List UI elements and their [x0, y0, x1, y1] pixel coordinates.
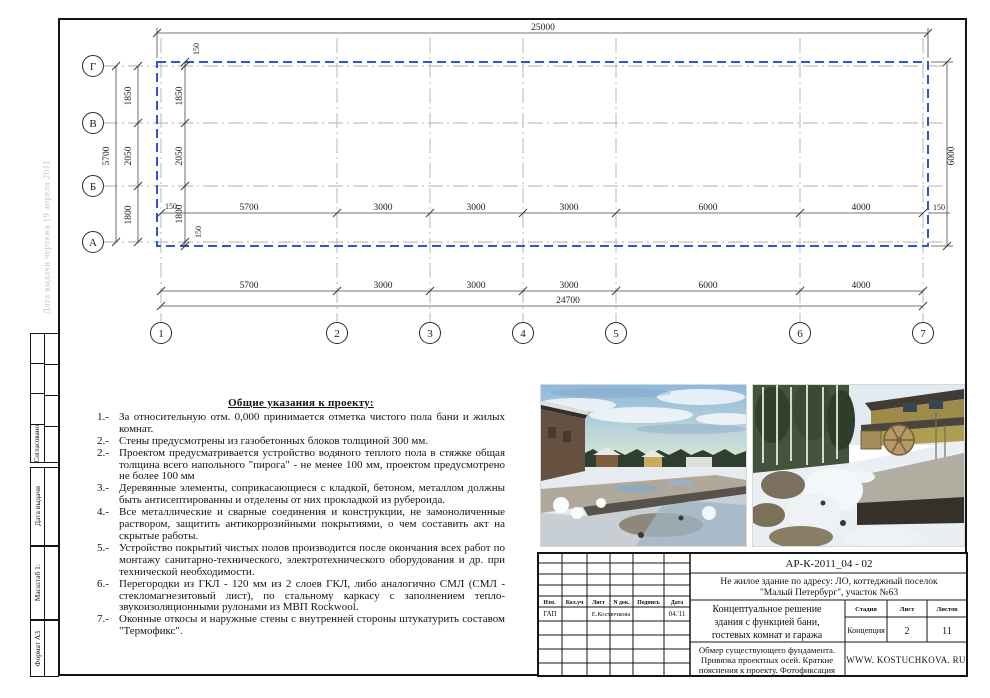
note-text: Устройство покрытий чистых полов производится после окончания всех работ по монтажу санитарно-технического, электротехнического оборудования и др. при технической необходимости. — [119, 541, 505, 578]
note-text: Деревянные элементы, соприкасающиеся с кладкой, бетоном, металлом должны быть антисептированны и отделены от них прокладкой из рубероида. — [119, 482, 505, 507]
note-number: 2.- — [97, 434, 109, 447]
stamp-cell — [45, 468, 58, 545]
stamp-cell — [45, 427, 58, 462]
notes-title: Общие указания к проекту: — [228, 397, 374, 409]
general-notes — [97, 398, 505, 638]
dim-col-span: 3000 — [559, 203, 579, 213]
project-title-line: здания с функцией бани, — [714, 617, 820, 628]
project-title-line: Концептуальное решение — [712, 604, 822, 615]
note-item — [97, 412, 505, 436]
rev-col-header: N док. — [613, 600, 630, 606]
rev-name: Е.Костючкова — [591, 611, 631, 618]
col-axis-label: 6 — [797, 328, 803, 340]
dim-row-span: 1800 — [124, 205, 134, 225]
dim-offset-150: 150 — [194, 226, 203, 238]
stage-value: Концепция — [847, 626, 885, 635]
dim-col-span: 4000 — [851, 203, 871, 213]
dim-row-span: 1850 — [124, 86, 134, 106]
note-item — [97, 483, 505, 507]
sheets-total-value: 11 — [942, 626, 952, 637]
stamp-issue-date-label: Дата выдачи — [32, 486, 42, 527]
stamp-issue-date-cell — [31, 468, 45, 545]
row-axis-label: Г — [89, 61, 97, 73]
dim-total-right: 6000 — [947, 146, 957, 166]
stamp-format-strip — [30, 620, 59, 677]
site-photo-left — [540, 384, 747, 547]
note-item — [97, 507, 505, 543]
note-number: 1.- — [97, 410, 109, 423]
foundation-outline — [157, 62, 928, 246]
col-axis-label: 5 — [613, 328, 619, 340]
dim-col-span: 3000 — [373, 203, 393, 213]
stamp-issue-date-strip — [30, 467, 59, 546]
issue-date-note: Дата выдачи чертежа 19 апреля 2011 — [41, 159, 52, 315]
note-number: 5.- — [97, 541, 109, 554]
stamp-cell — [45, 547, 58, 619]
row-axis-label: Б — [89, 181, 97, 193]
note-text: Стены предусмотрены из газобетонных блоков толщиной 300 мм. — [119, 434, 429, 447]
note-item — [97, 436, 505, 448]
col-axis-label: 1 — [158, 328, 164, 340]
company-website: WWW. KOSTUCHKOVA. RU — [846, 655, 966, 665]
dim-row-span-inner: 1800 — [175, 204, 185, 224]
dim-col-span-bottom: 5700 — [239, 281, 259, 291]
stamp-cell — [45, 621, 58, 676]
rev-col-header: Кол.уч — [565, 600, 584, 606]
sheet-content-line: пояснения к проекту. Фотофиксация — [698, 665, 836, 675]
dim-col-span-bottom: 4000 — [851, 281, 871, 291]
note-text: Оконные откосы и наружные стены с внутренней стороны штукатурить составом "Термофикс". — [119, 613, 505, 638]
dim-offset-150: 150 — [933, 203, 945, 212]
dim-col-span: 5700 — [239, 203, 259, 213]
row-axis-label: А — [89, 237, 97, 249]
dim-offset-150: 150 — [192, 43, 201, 55]
doc-number: АР-К-2011_04 - 02 — [785, 558, 873, 570]
grid-axes — [103, 38, 945, 322]
stage-column-header: Стадия — [855, 606, 877, 613]
dim-row-span-inner: 1850 — [175, 86, 185, 106]
note-item — [97, 579, 505, 615]
stamp-cell — [31, 394, 44, 424]
col-axis-label: 7 — [920, 328, 926, 340]
dim-col-span-bottom: 3000 — [373, 281, 393, 291]
stamp-approved-cell — [31, 425, 44, 462]
stamp-approved-label: Согласовано — [33, 424, 41, 462]
note-text: За относительную отм. 0,000 принимается отметка чистого пола бани и жилых комнат. — [119, 410, 505, 435]
stamp-scale-cell — [31, 547, 45, 619]
project-title-line: гостевых комнат и гаража — [711, 630, 823, 641]
note-item — [97, 448, 505, 484]
rev-col-header: Изм. — [543, 600, 556, 606]
note-number: 2.- — [97, 446, 109, 459]
stamp-format-cell — [31, 621, 45, 676]
dim-row-span-inner: 2050 — [175, 146, 185, 166]
row-axis-label: В — [89, 118, 97, 130]
dim-col-span: 3000 — [466, 203, 486, 213]
project-address-line1: Не жилое здание по адресу: ЛО, коттеджный поселок — [720, 577, 938, 587]
dim-left-total: 5700 — [102, 146, 112, 166]
dim-col-span: 6000 — [698, 203, 718, 213]
dim-col-span-bottom: 3000 — [466, 281, 486, 291]
site-photo-right — [752, 384, 965, 547]
note-number: 7.- — [97, 613, 109, 626]
stamp-scale-label: Масштаб 1: — [32, 564, 42, 602]
note-text: Проектом предусматривается устройство водяного теплого пола в стяжке общая толщина всего напольного "пирога" - не менее 100 мм, проектом предусмотрено не более 100 мм — [119, 446, 505, 483]
rev-role: ГАП — [543, 610, 557, 618]
dim-total-top: 25000 — [531, 23, 555, 33]
rev-col-header: Дата — [670, 600, 684, 606]
dimension-lines — [116, 28, 953, 306]
title-block — [537, 552, 968, 677]
rev-date: 04.'11 — [668, 610, 686, 618]
sheet-content-line: Привязка проектных осей. Краткие — [700, 655, 834, 665]
rev-col-header: Лист — [591, 600, 606, 606]
note-item — [97, 614, 505, 638]
note-number: 3.- — [97, 482, 109, 495]
note-number: 4.- — [97, 506, 109, 519]
sheet-content-line: Обмер существующего фундамента. — [698, 645, 836, 655]
rev-col-header: Подпись — [637, 600, 660, 606]
col-axis-label: 4 — [520, 328, 526, 340]
stamp-scale-strip — [30, 546, 59, 620]
dimension-labels — [102, 23, 957, 306]
sheet-number-value: 2 — [904, 626, 910, 637]
project-address-line2: "Малый Петербург", участок №63 — [759, 588, 899, 598]
sheets-column-header: Листов — [936, 606, 958, 613]
dimension-ticks — [112, 29, 951, 310]
dim-col-span-bottom: 3000 — [559, 281, 579, 291]
col-axis-label: 2 — [334, 328, 340, 340]
sheet-column-header: Лист — [899, 606, 915, 613]
dim-col-span-bottom: 6000 — [698, 281, 718, 291]
dim-offset-150: 150 — [165, 202, 177, 211]
col-axis-label: 3 — [427, 328, 433, 340]
dim-total-bottom: 24700 — [556, 296, 580, 306]
note-number: 6.- — [97, 577, 109, 590]
stamp-format-label: Формат А3 — [32, 630, 42, 667]
note-text: Перегородки из ГКЛ - 120 мм из 2 слоев ГКЛ, либо аналогично СМЛ (СМЛ - стекломагнезитовый лист), по стальному каркасу с заполнением тепло-звукоизоляционными рулонами из МВП Rockwool. — [119, 577, 505, 614]
stamp-cell — [45, 396, 58, 427]
axis-bubbles — [83, 56, 934, 344]
dim-row-span: 2050 — [124, 146, 134, 166]
note-text: Все металлические и сварные соединения и конструкции, не замоноличенные раствором, защитить антикоррозийными покрытиями, о чем составить акт на скрытые работы. — [119, 506, 505, 542]
note-item — [97, 543, 505, 579]
